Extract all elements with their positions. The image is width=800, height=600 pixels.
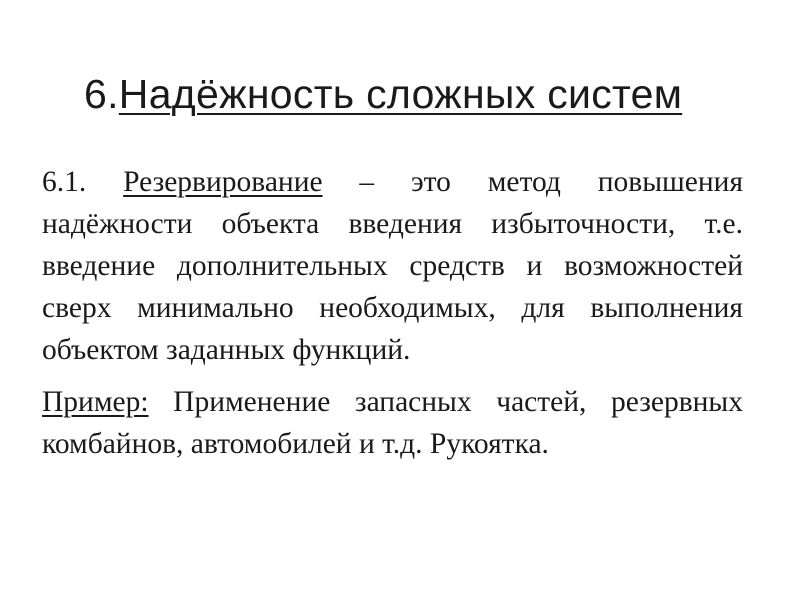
example-text: Применение запасных частей, резервных комбайнов, автомобилей и т.д. Рукоятка. [42,386,743,460]
section-number: 6.1. [42,166,124,198]
term-example: Пример: [42,386,149,418]
definition-text: – это метод повышения надёжности объекта введения избыточности, т.е. введение дополнительных средств и возможностей сверх минимально необходимых, для выполнения объектом заданных функций. [42,166,744,366]
paragraph-example [42,381,743,465]
term-redundancy: Резервирование [123,166,323,198]
slide-content [42,161,743,465]
title-number: 6. [84,71,119,117]
slide-title [84,68,764,120]
title-text: Надёжность сложных систем [118,71,683,117]
paragraph-definition [42,161,743,371]
